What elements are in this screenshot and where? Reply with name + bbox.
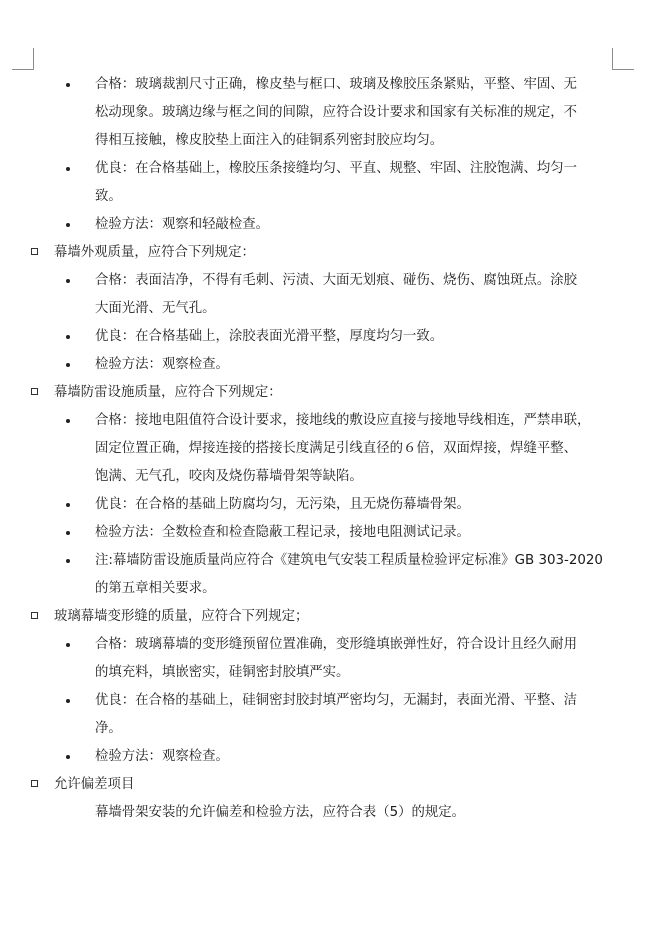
text-line: 优良：在合格基础上，涂胶表面光滑平整，厚度均匀一致。 (95, 329, 444, 344)
text-line: 致。 (95, 189, 122, 204)
text-line: 的第五章相关要求。 (95, 581, 216, 596)
list-item (28, 351, 628, 379)
section-heading (28, 771, 628, 799)
text-line: 检验方法：观察检查。 (95, 749, 229, 764)
list-item (28, 407, 628, 491)
square-bullet-icon (31, 780, 38, 787)
dot-bullet-icon (66, 83, 70, 87)
list-item (28, 155, 628, 211)
section-heading (28, 379, 628, 407)
text-line: 优良：在合格基础上，橡胶压条接缝均匀、平直、规整、牢固、注胶饱满、均匀一 (95, 161, 578, 176)
text-line: 饱满、无气孔，咬肉及烧伤幕墙骨架等缺陷。 (95, 469, 363, 484)
square-bullet-icon (31, 248, 38, 255)
text-line: 幕墙外观质量，应符合下列规定： (54, 245, 255, 260)
dot-bullet-icon (66, 559, 70, 563)
text-line: 合格：玻璃幕墙的变形缝预留位置准确，变形缝填嵌弹性好，符合设计且经久耐用 (95, 637, 578, 652)
text-line: 检验方法：全数检查和检查隐蔽工程记录，接地电阻测试记录。 (95, 525, 470, 540)
list-item (28, 547, 628, 603)
text-line: 幕墙防雷设施质量，应符合下列规定： (54, 385, 282, 400)
dot-bullet-icon (66, 363, 70, 367)
margin-corner-top-left (12, 48, 34, 70)
text-line: 优良：在合格的基础上防腐均匀，无污染，且无烧伤幕墙骨架。 (95, 497, 470, 512)
list-item (28, 743, 628, 771)
document-body (28, 71, 628, 827)
list-item (28, 519, 628, 547)
text-line: 得相互接触，橡皮胶垫上面注入的硅铜系列密封胶应均匀。 (95, 133, 444, 148)
dot-bullet-icon (66, 419, 70, 423)
square-bullet-icon (31, 388, 38, 395)
dot-bullet-icon (66, 643, 70, 647)
text-line: 允许偏差项目 (54, 777, 135, 792)
dot-bullet-icon (66, 699, 70, 703)
paragraph (28, 799, 628, 827)
text-line: 的填充料，填嵌密实，硅铜密封胶填严实。 (95, 665, 350, 680)
text-line: 合格：接地电阻值符合设计要求，接地线的敷设应直接与接地导线相连，严禁串联， (95, 413, 591, 428)
list-item (28, 323, 628, 351)
text-line: 合格：玻璃裁割尺寸正确，橡皮垫与框口、玻璃及橡胶压条紧贴，平整、牢固、无 (95, 77, 578, 92)
text-line: 注:幕墙防雷设施质量尚应符合《建筑电气安装工程质量检验评定标准》GB 303-2020 (95, 553, 603, 568)
list-item (28, 491, 628, 519)
text-line: 优良：在合格的基础上，硅铜密封胶封填严密均匀，无漏封，表面光滑、平整、洁 (95, 693, 578, 708)
section-heading (28, 239, 628, 267)
text-line: 检验方法：观察和轻敲检查。 (95, 217, 270, 232)
margin-corner-top-right (612, 48, 634, 70)
dot-bullet-icon (66, 279, 70, 283)
list-item (28, 631, 628, 687)
section-heading (28, 603, 628, 631)
dot-bullet-icon (66, 503, 70, 507)
text-line: 幕墙骨架安装的允许偏差和检验方法，应符合表（5）的规定。 (95, 805, 466, 820)
list-item (28, 267, 628, 323)
square-bullet-icon (31, 612, 38, 619)
text-line: 净。 (95, 721, 122, 736)
dot-bullet-icon (66, 755, 70, 759)
dot-bullet-icon (66, 531, 70, 535)
dot-bullet-icon (66, 167, 70, 171)
list-item (28, 211, 628, 239)
dot-bullet-icon (66, 223, 70, 227)
text-line: 松动现象。玻璃边缘与框之间的间隙，应符合设计要求和国家有关标准的规定，不 (95, 105, 578, 120)
text-line: 合格：表面洁净，不得有毛刺、污渍、大面无划痕、碰伤、烧伤、腐蚀斑点。涂胶 (95, 273, 578, 288)
text-line: 玻璃幕墙变形缝的质量，应符合下列规定； (54, 609, 309, 624)
list-item (28, 687, 628, 743)
dot-bullet-icon (66, 335, 70, 339)
text-line: 检验方法：观察检查。 (95, 357, 229, 372)
text-line: 大面光滑、无气孔。 (95, 301, 216, 316)
text-line: 固定位置正确，焊接连接的搭接长度满足引线直径的６倍，双面焊接，焊缝平整、 (95, 441, 578, 456)
list-item (28, 71, 628, 155)
